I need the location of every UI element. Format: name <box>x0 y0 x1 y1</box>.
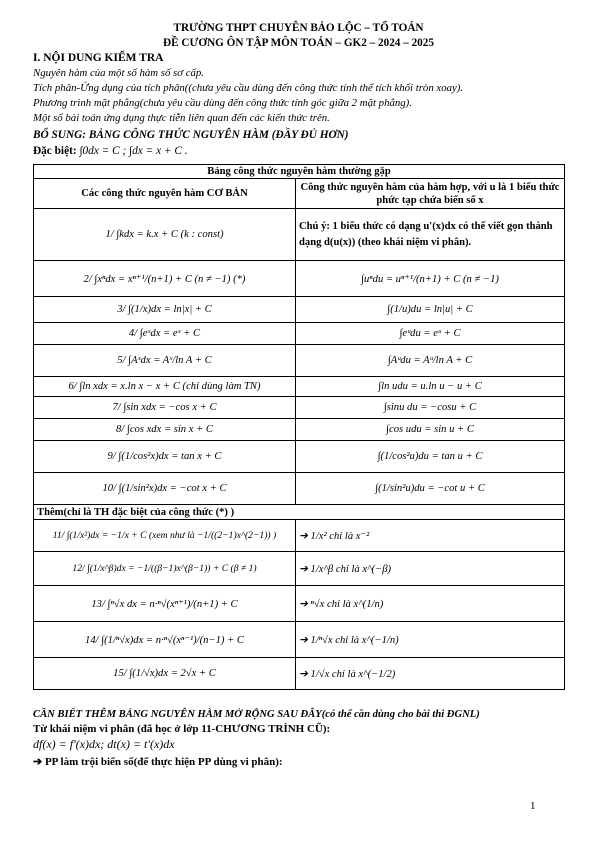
supplement-heading: BỔ SUNG: BẢNG CÔNG THỨC NGUYÊN HÀM (ĐẦY ĐỦ HƠN) <box>33 129 349 141</box>
formula-8-composite: ∫cos udu = sin u + C <box>296 419 565 441</box>
formula-10-composite: ∫(1/sin²u)du = −cot u + C <box>296 473 565 505</box>
antiderivative-table <box>33 164 565 690</box>
content-item-4: Một số bài toán ứng dụng thực tiễn liên quan đến các kiến thức trên. <box>33 112 330 124</box>
formula-13: 13/ ∫ⁿ√x dx = n·ⁿ√(xⁿ⁺¹)/(n+1) + C <box>34 586 296 622</box>
special-label: Đặc biệt: <box>33 145 77 157</box>
formula-5-composite: ∫Aᵘdu = Aᵘ/ln A + C <box>296 345 565 377</box>
formula-9-composite: ∫(1/cos²u)du = tan u + C <box>296 441 565 473</box>
differential-formula: df(x) = f'(x)dx; dt(x) = t'(x)dx <box>33 737 175 751</box>
content-item-2: Tích phân-Ứng dụng của tích phân((chưa yêu cầu dùng đến công thức tính thể tích khối tròn xoay). <box>33 82 464 94</box>
special-formula: ∫0dx = C ; ∫dx = x + C . <box>79 145 188 157</box>
column-header-basic: Các công thức nguyên hàm CƠ BẢN <box>34 179 296 209</box>
content-item-3: Phương trình mặt phẳng(chưa yêu cầu dùng đến công thức tính góc giữa 2 mặt phẳng). <box>33 97 412 109</box>
formula-3-composite: ∫(1/u)du = ln|u| + C <box>296 297 565 323</box>
formula-1: 1/ ∫kdx = k.x + C (k : const) <box>34 209 296 261</box>
formula-5: 5/ ∫Aˣdx = Aˣ/ln A + C <box>34 345 296 377</box>
formula-4-composite: ∫eᵘdu = eᵘ + C <box>296 323 565 345</box>
formula-4: 4/ ∫eˣdx = eˣ + C <box>34 323 296 345</box>
differential-intro: Từ khái niệm vi phân (đã học ở lớp 11-CHƯƠNG TRÌNH CŨ): <box>33 723 331 735</box>
method-note: ➔ PP làm trội biến số(để thực hiện PP dùng vi phân): <box>33 756 283 768</box>
additional-heading: Thêm(chỉ là TH đặc biệt của công thức (*) ) <box>34 505 565 520</box>
formula-6-composite: ∫ln udu = u.ln u − u + C <box>296 377 565 397</box>
special-cases <box>33 145 188 157</box>
table-title: Bảng công thức nguyên hàm thường gặp <box>34 165 565 179</box>
formula-3: 3/ ∫(1/x)dx = ln|x| + C <box>34 297 296 323</box>
section-heading: I. NỘI DUNG KIỂM TRA <box>33 52 164 64</box>
formula-14: 14/ ∫(1/ⁿ√x)dx = n·ⁿ√(xⁿ⁻¹)/(n−1) + C <box>34 622 296 658</box>
formula-11: 11/ ∫(1/x²)dx = −1/x + C (xem như là −1/((2−1)x^(2−1)) ) <box>34 520 296 552</box>
extended-table-note: CẦN BIẾT THÊM BẢNG NGUYÊN HÀM MỞ RỘNG SAU ĐÂY(có thể cần dùng cho bài thi ĐGNL) <box>33 709 480 720</box>
note-differential: Chú ý: 1 biểu thức có dạng u'(x)dx có thể viết gọn thành dạng d(u(x)) (theo khái niệm vi phân). <box>296 209 565 261</box>
formula-2-composite: ∫uⁿdu = uⁿ⁺¹/(n+1) + C (n ≠ −1) <box>296 261 565 297</box>
formula-12: 12/ ∫(1/x^β)dx = −1/((β−1)x^(β−1)) + C (β ≠ 1) <box>34 552 296 586</box>
formula-12-note: ➔ 1/x^β chỉ là x^(−β) <box>296 552 565 586</box>
document-title: ĐỀ CƯƠNG ÔN TẬP MÔN TOÁN – GK2 – 2024 – 2025 <box>163 37 434 49</box>
formula-15: 15/ ∫(1/√x)dx = 2√x + C <box>34 658 296 690</box>
formula-6: 6/ ∫ln xdx = x.ln x − x + C (chỉ dùng làm TN) <box>34 377 296 397</box>
formula-9: 9/ ∫(1/cos²x)dx = tan x + C <box>34 441 296 473</box>
school-header: TRƯỜNG THPT CHUYÊN BẢO LỘC – TỔ TOÁN <box>173 22 424 34</box>
formula-2: 2/ ∫xⁿdx = xⁿ⁺¹/(n+1) + C (n ≠ −1) (*) <box>34 261 296 297</box>
formula-8: 8/ ∫cos xdx = sin x + C <box>34 419 296 441</box>
formula-10: 10/ ∫(1/sin²x)dx = −cot x + C <box>34 473 296 505</box>
formula-11-note: ➔ 1/x² chỉ là x⁻² <box>296 520 565 552</box>
formula-7-composite: ∫sinu du = −cosu + C <box>296 397 565 419</box>
formula-7: 7/ ∫sin xdx = −cos x + C <box>34 397 296 419</box>
formula-13-note: ➔ ⁿ√x chỉ là x^(1/n) <box>296 586 565 622</box>
content-item-1: Nguyên hàm của một số hàm số sơ cấp. <box>33 67 204 79</box>
formula-15-note: ➔ 1/√x chỉ là x^(−1/2) <box>296 658 565 690</box>
formula-14-note: ➔ 1/ⁿ√x chỉ là x^(−1/n) <box>296 622 565 658</box>
column-header-composite: Công thức nguyên hàm của hàm hợp, với u là 1 biểu thức phức tạp chứa biến số x <box>296 179 565 209</box>
page-number: 1 <box>530 800 536 812</box>
